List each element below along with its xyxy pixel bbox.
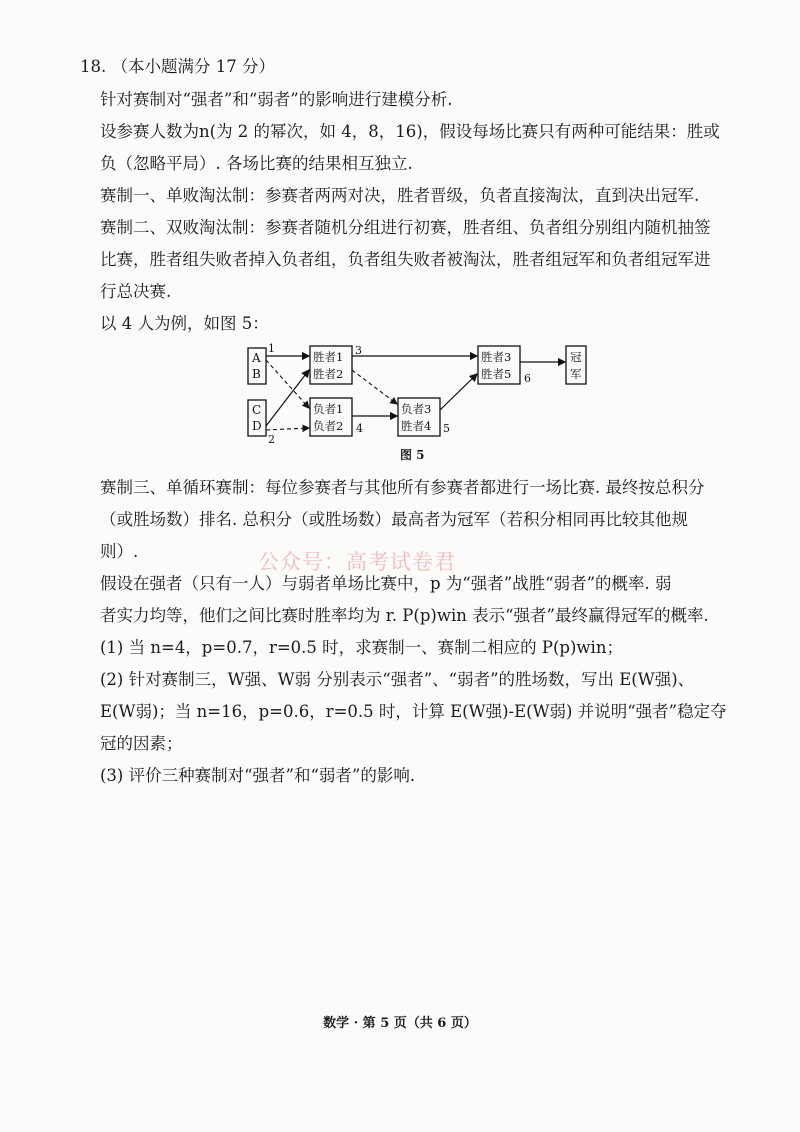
format-two-line-2: 比赛，胜者组失败者掉入负者组，负者组失败者被淘汰，胜者组冠军和负者组冠军进 — [100, 250, 711, 269]
format-one: 赛制一、单败淘汰制：参赛者两两对决，胜者晋级，负者直接淘汰，直到决出冠军. — [100, 186, 700, 205]
match-number-5: 5 — [443, 422, 450, 435]
label-loser-1: 负者1 — [313, 402, 344, 416]
label-winner-1: 胜者1 — [313, 350, 344, 364]
dashed-cd-to-losers — [266, 428, 309, 430]
match-number-6: 6 — [524, 372, 531, 385]
problem-score: （本小题满分 17 分） — [111, 57, 275, 76]
format-three-line-2: （或胜场数）排名. 总积分（或胜场数）最高者为冠军（若积分相同再比较其他规 — [100, 510, 688, 529]
assumption-line-1: 假设在强者（只有一人）与弱者单场比赛中，p 为“强者”战胜“弱者”的概率. 弱 — [100, 574, 672, 593]
label-winner-4: 胜者4 — [401, 419, 432, 433]
label-champion-2: 军 — [570, 367, 582, 381]
label-a: A — [252, 351, 261, 365]
bracket-diagram — [240, 340, 600, 445]
problem-intro: 针对赛制对“强者”和“弱者”的影响进行建模分析. — [100, 90, 453, 109]
arrow-cd-to-winners — [266, 370, 309, 426]
watermark: 公众号：高考试卷君 — [258, 550, 456, 574]
question-3: (3) 评价三种赛制对“强者”和“弱者”的影响. — [100, 766, 416, 785]
label-champion-1: 冠 — [570, 350, 582, 364]
label-loser-2: 负者2 — [313, 419, 344, 433]
match-number-2: 2 — [268, 433, 275, 445]
question-1: (1) 当 n=4，p=0.7，r=0.5 时，求赛制一、赛制二相应的 P(p)win； — [100, 638, 623, 657]
label-c: C — [252, 403, 262, 417]
setup-line-1: 设参赛人数为n(为 2 的幂次，如 4，8，16)，假设每场比赛只有两种可能结果：胜或 — [100, 122, 720, 141]
format-three-line-1: 赛制三、单循环赛制：每位参赛者与其他所有参赛者都进行一场比赛. 最终按总积分 — [100, 478, 705, 497]
label-b: B — [252, 367, 261, 381]
label-winner-2: 胜者2 — [313, 367, 344, 381]
arrow-losers-to-final — [440, 374, 477, 410]
question-2-line-1: (2) 针对赛制三，W强、W弱 分别表示“强者”、“弱者”的胜场数，写出 E(W强)、 — [100, 670, 695, 689]
figure-caption: 图 5 — [400, 448, 425, 462]
match-number-3: 3 — [355, 344, 362, 357]
question-2-line-2: E(W弱)；当 n=16，p=0.6，r=0.5 时，计算 E(W强)-E(W弱) 并说明“强者”稳定夺 — [100, 702, 727, 721]
match-number-4: 4 — [356, 422, 363, 435]
problem-number: 18. — [80, 57, 107, 76]
label-d: D — [252, 419, 262, 433]
label-winner-5: 胜者5 — [481, 367, 512, 381]
format-two-line-3: 行总决赛. — [100, 282, 172, 301]
page-footer: 数学 · 第 5 页（共 6 页） — [323, 1016, 477, 1031]
question-2-line-3: 冠的因素； — [100, 734, 183, 753]
assumption-line-2: 者实力均等，他们之间比赛时胜率均为 r. P(p)win 表示“强者”最终赢得冠军的概率. — [100, 606, 709, 625]
example-line: 以 4 人为例，如图 5： — [100, 314, 269, 333]
problem-header — [80, 55, 275, 79]
label-winner-3: 胜者3 — [481, 350, 512, 364]
match-number-1: 1 — [268, 342, 275, 355]
format-three-line-3: 则）. — [100, 542, 139, 561]
dashed-winners-to-losers — [352, 370, 397, 404]
dashed-ab-to-losers — [266, 360, 309, 408]
setup-line-2: 负（忽略平局）. 各场比赛的结果相互独立. — [100, 154, 413, 173]
format-two-line-1: 赛制二、双败淘汰制：参赛者随机分组进行初赛，胜者组、负者组分别组内随机抽签 — [100, 218, 711, 237]
label-loser-3: 负者3 — [401, 402, 432, 416]
